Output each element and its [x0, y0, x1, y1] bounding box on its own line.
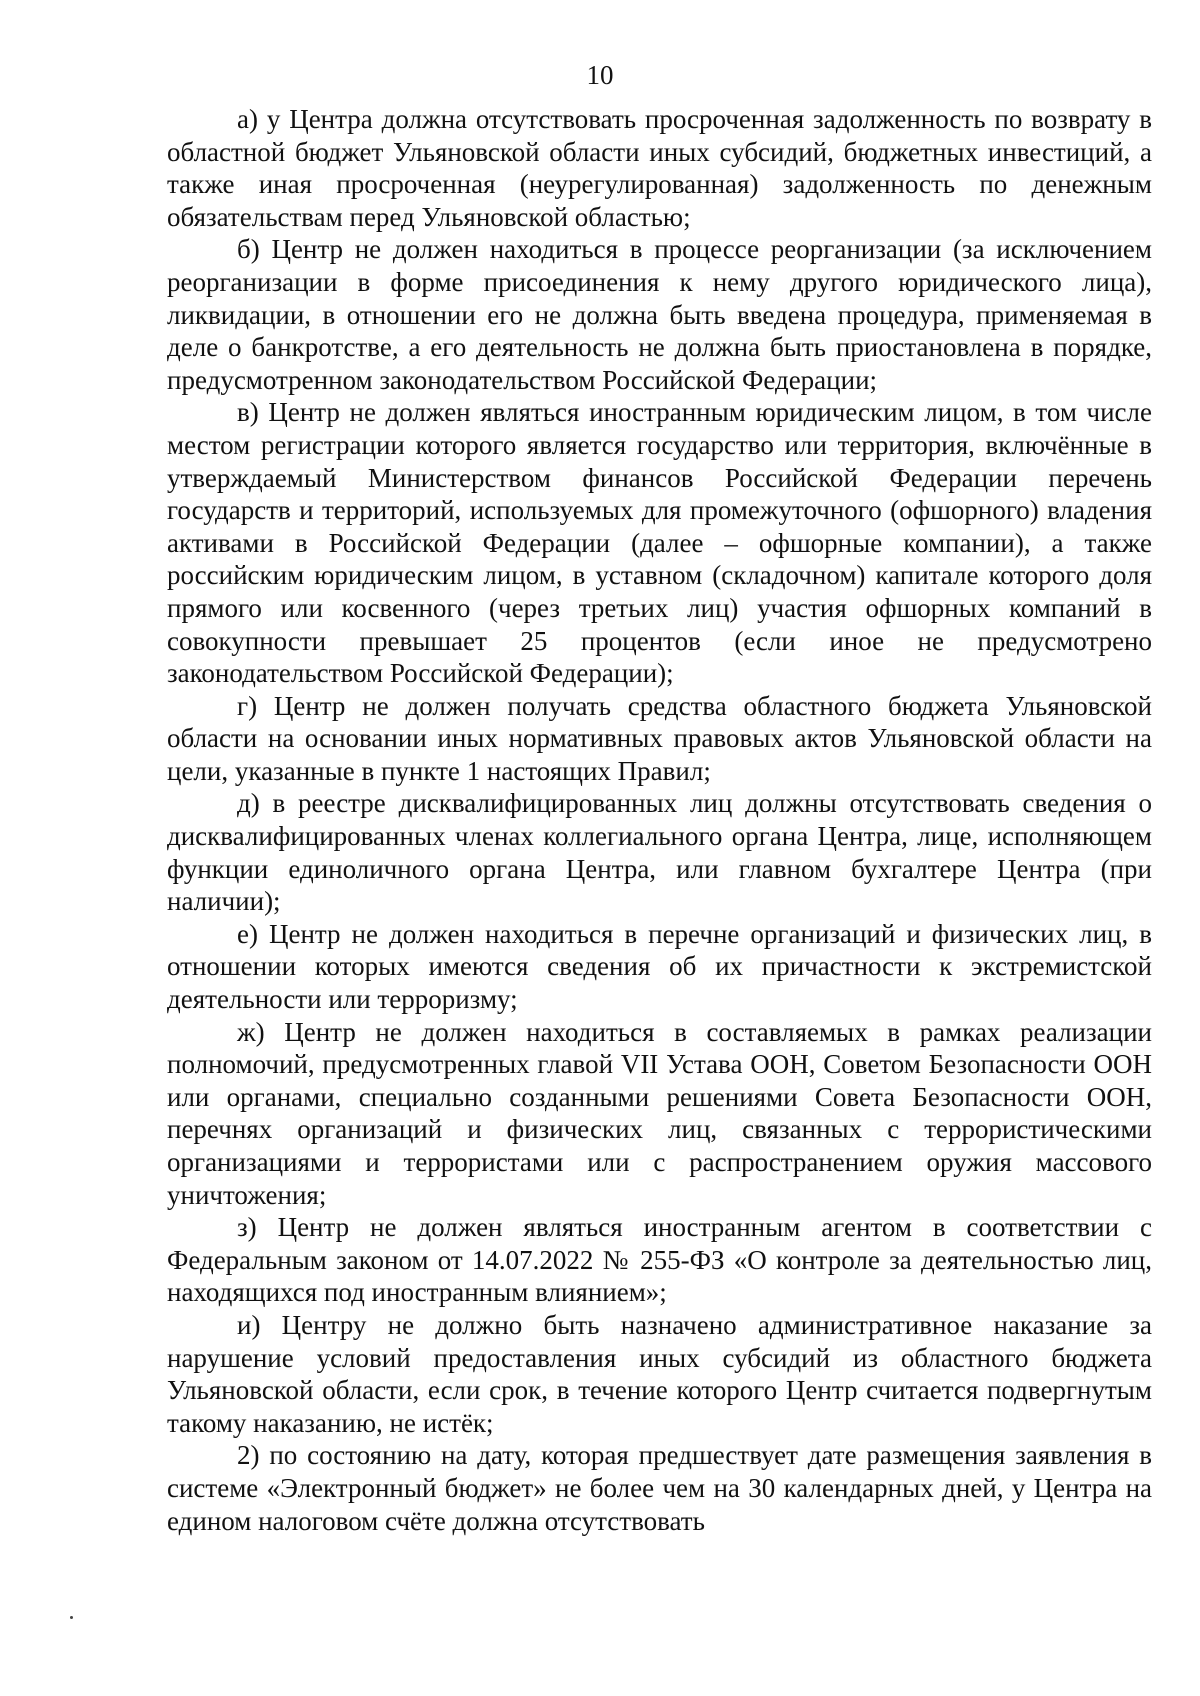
paragraph-v: в) Центр не должен являться иностранным юридическим лицом, в том числе местом регистрации которого является государство или территория, включённые в утверждаемый Министерством финансов Российской Федерации перечень государств и территорий, используемых для промежуточного (офшорного) владения активами в Российской Федерации (далее – офшорные компании), а также российским юридическим лицом, в уставном (складочном) капитале которого доля прямого или косвенного (через третьих лиц) участия офшорных компаний в совокупности превышает 25 процентов (если иное не предусмотрено законодательством Российской Федерации); [167, 397, 1152, 689]
paragraph-z: з) Центр не должен являться иностранным агентом в соответствии с Федеральным законом от 14.07.2022 № 255-ФЗ «О контроле за деятельностью лиц, находящихся под иностранным влиянием»; [167, 1212, 1152, 1308]
paragraph-g: г) Центр не должен получать средства областного бюджета Ульяновской области на основании иных нормативных правовых актов Ульяновской области на цели, указанные в пункте 1 настоящих Правил; [167, 690, 1152, 786]
paragraph-i: и) Центру не должно быть назначено административное наказание за нарушение условий предоставления иных субсидий из областного бюджета Ульяновской области, если срок, в течение которого Центр считается подвергнутым такому наказанию, не истёк; [167, 1309, 1152, 1438]
paragraph-2: 2) по состоянию на дату, которая предшествует дате размещения заявления в системе «Электронный бюджет» не более чем на 30 календарных дней, у Центра на едином налоговом счёте должна отсутствовать [167, 1440, 1152, 1536]
paragraph-b: б) Центр не должен находиться в процессе реорганизации (за исключением реорганизации в форме присоединения к нему другого юридического лица), ликвидации, в отношении его не должна быть введена процедура, применяемая в деле о банкротстве, а его деятельность не должна быть приостановлена в порядке, предусмотренном законодательством Российской Федерации; [167, 234, 1152, 395]
page-number: 10 [586, 60, 614, 90]
paragraph-zh: ж) Центр не должен находиться в составляемых в рамках реализации полномочий, предусмотренных главой VII Устава ООН, Советом Безопасности ООН или органами, специально созданными решениями Совета Безопасности ООН, перечнях организаций и физических лиц, связанных с террористическими организациями и террористами или с распространением оружия массового уничтожения; [167, 1016, 1152, 1210]
scan-speck [70, 1616, 73, 1619]
paragraph-d: д) в реестре дисквалифицированных лиц должны отсутствовать сведения о дисквалифицированных членах коллегиального органа Центра, лице, исполняющем функции единоличного органа Центра, или главном бухгалтере Центра (при наличии); [167, 788, 1152, 917]
document-body [167, 103, 1152, 1537]
paragraph-a: а) у Центра должна отсутствовать просроченная задолженность по возврату в областной бюджет Ульяновской области иных субсидий, бюджетных инвестиций, а также иная просроченная (неурегулированная) задолженность по денежным обязательствам перед Ульяновской областью; [167, 104, 1152, 232]
paragraph-e: е) Центр не должен находиться в перечне организаций и физических лиц, в отношении которых имеются сведения об их причастности к экстремистской деятельности или терроризму; [167, 918, 1152, 1015]
